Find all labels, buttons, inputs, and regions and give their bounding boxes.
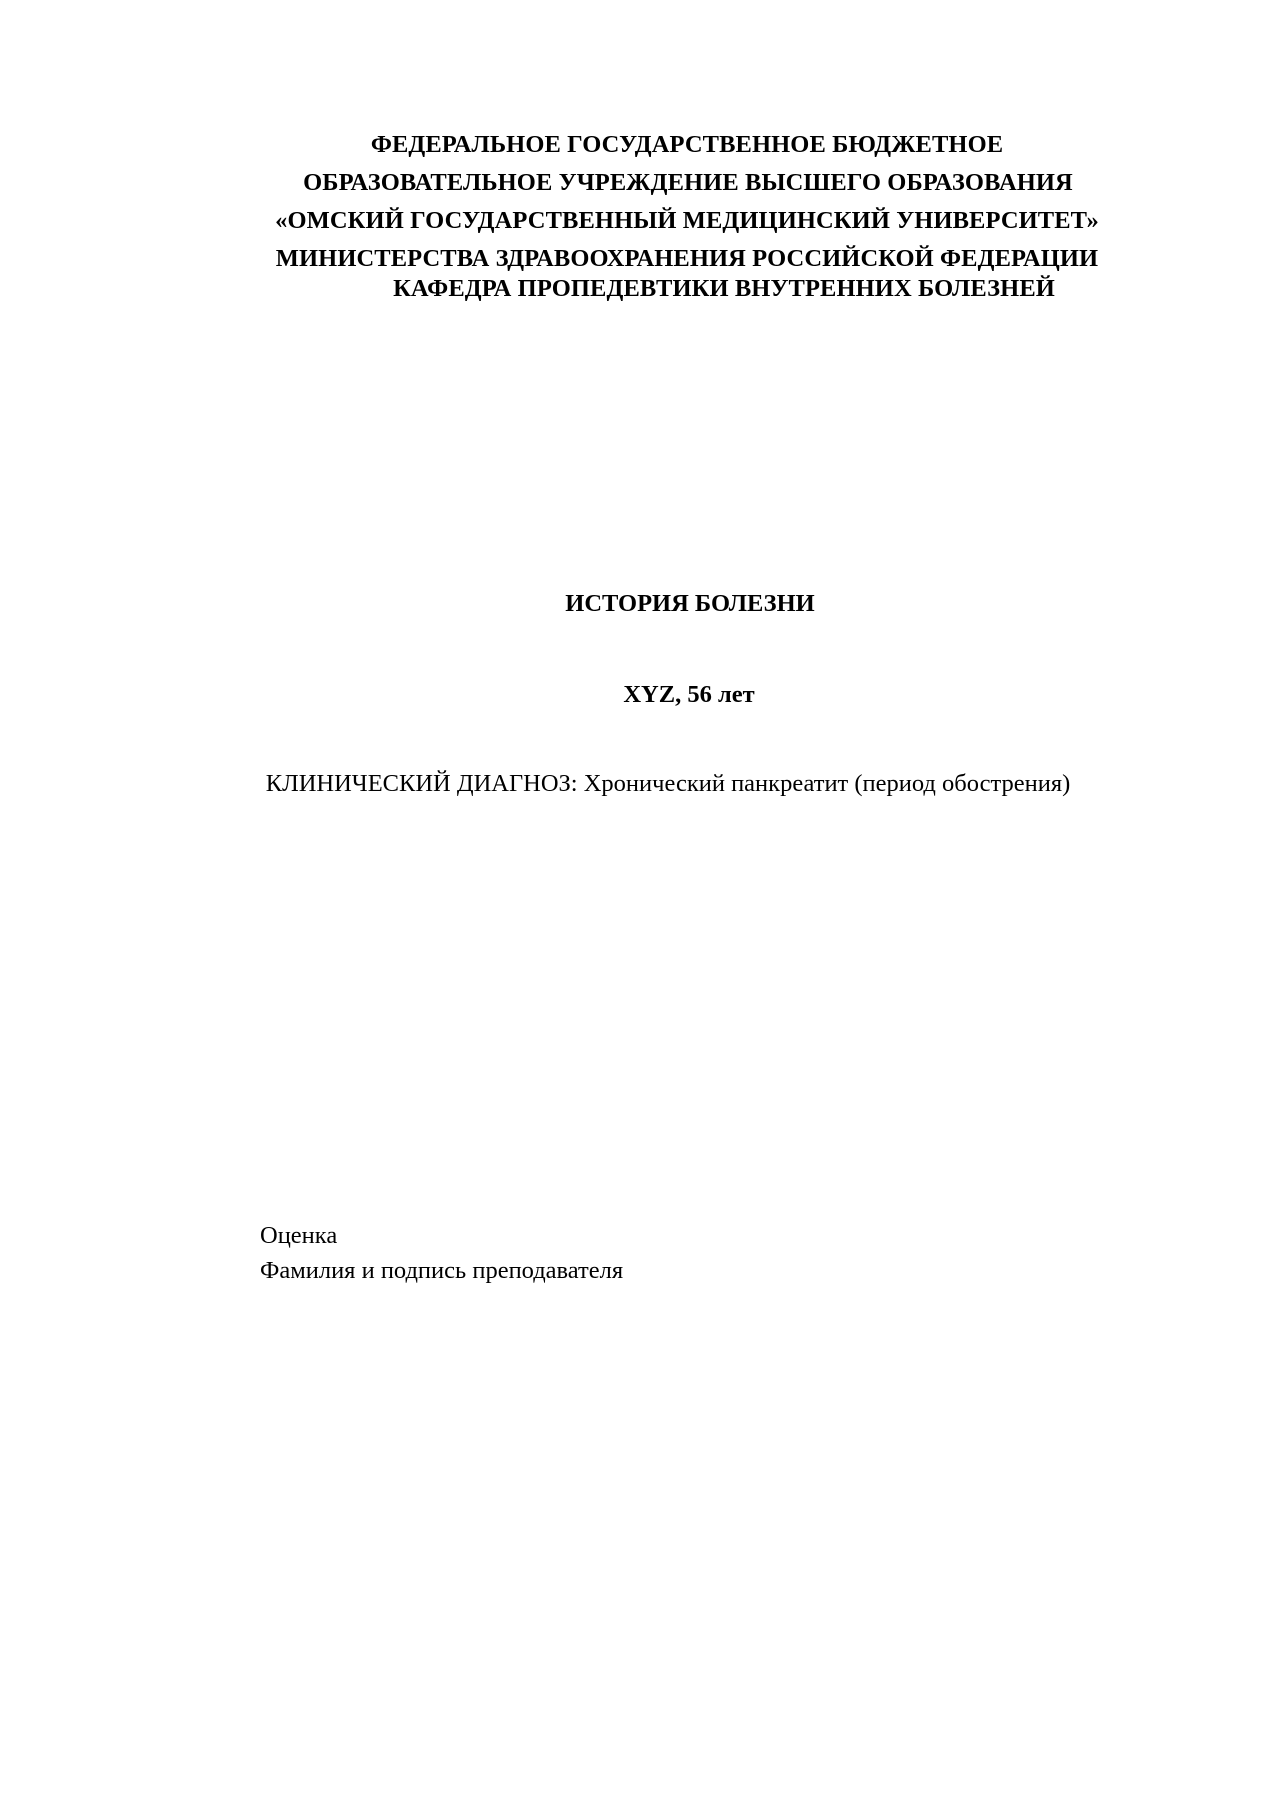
clinical-diagnosis <box>266 769 1071 799</box>
header-line-4: МИНИСТЕРСТВА ЗДРАВООХРАНЕНИЯ РОССИЙСКОЙ ФЕДЕРАЦИИ <box>275 245 1099 272</box>
header-line-3: «ОМСКИЙ ГОСУДАРСТВЕННЫЙ МЕДИЦИНСКИЙ УНИВЕРСИТЕТ» <box>275 207 1099 234</box>
document-title: ИСТОРИЯ БОЛЕЗНИ <box>565 590 815 617</box>
diagnosis-value: Хронический панкреатит (период обострения) <box>583 770 1071 797</box>
department-name: КАФЕДРА ПРОПЕДЕВТИКИ ВНУТРЕННИХ БОЛЕЗНЕЙ <box>393 275 1055 302</box>
header-line-1: ФЕДЕРАЛЬНОЕ ГОСУДАРСТВЕННОЕ БЮДЖЕТНОЕ <box>370 131 1004 158</box>
diagnosis-label: КЛИНИЧЕСКИЙ ДИАГНОЗ: <box>265 770 578 797</box>
patient-info: XYZ, 56 лет <box>623 681 755 708</box>
header-line-2: ОБРАЗОВАТЕЛЬНОЕ УЧРЕЖДЕНИЕ ВЫСШЕГО ОБРАЗОВАНИЯ <box>303 169 1073 196</box>
teacher-signature-label: Фамилия и подпись преподавателя <box>260 1257 624 1284</box>
grade-label: Оценка <box>260 1222 338 1249</box>
